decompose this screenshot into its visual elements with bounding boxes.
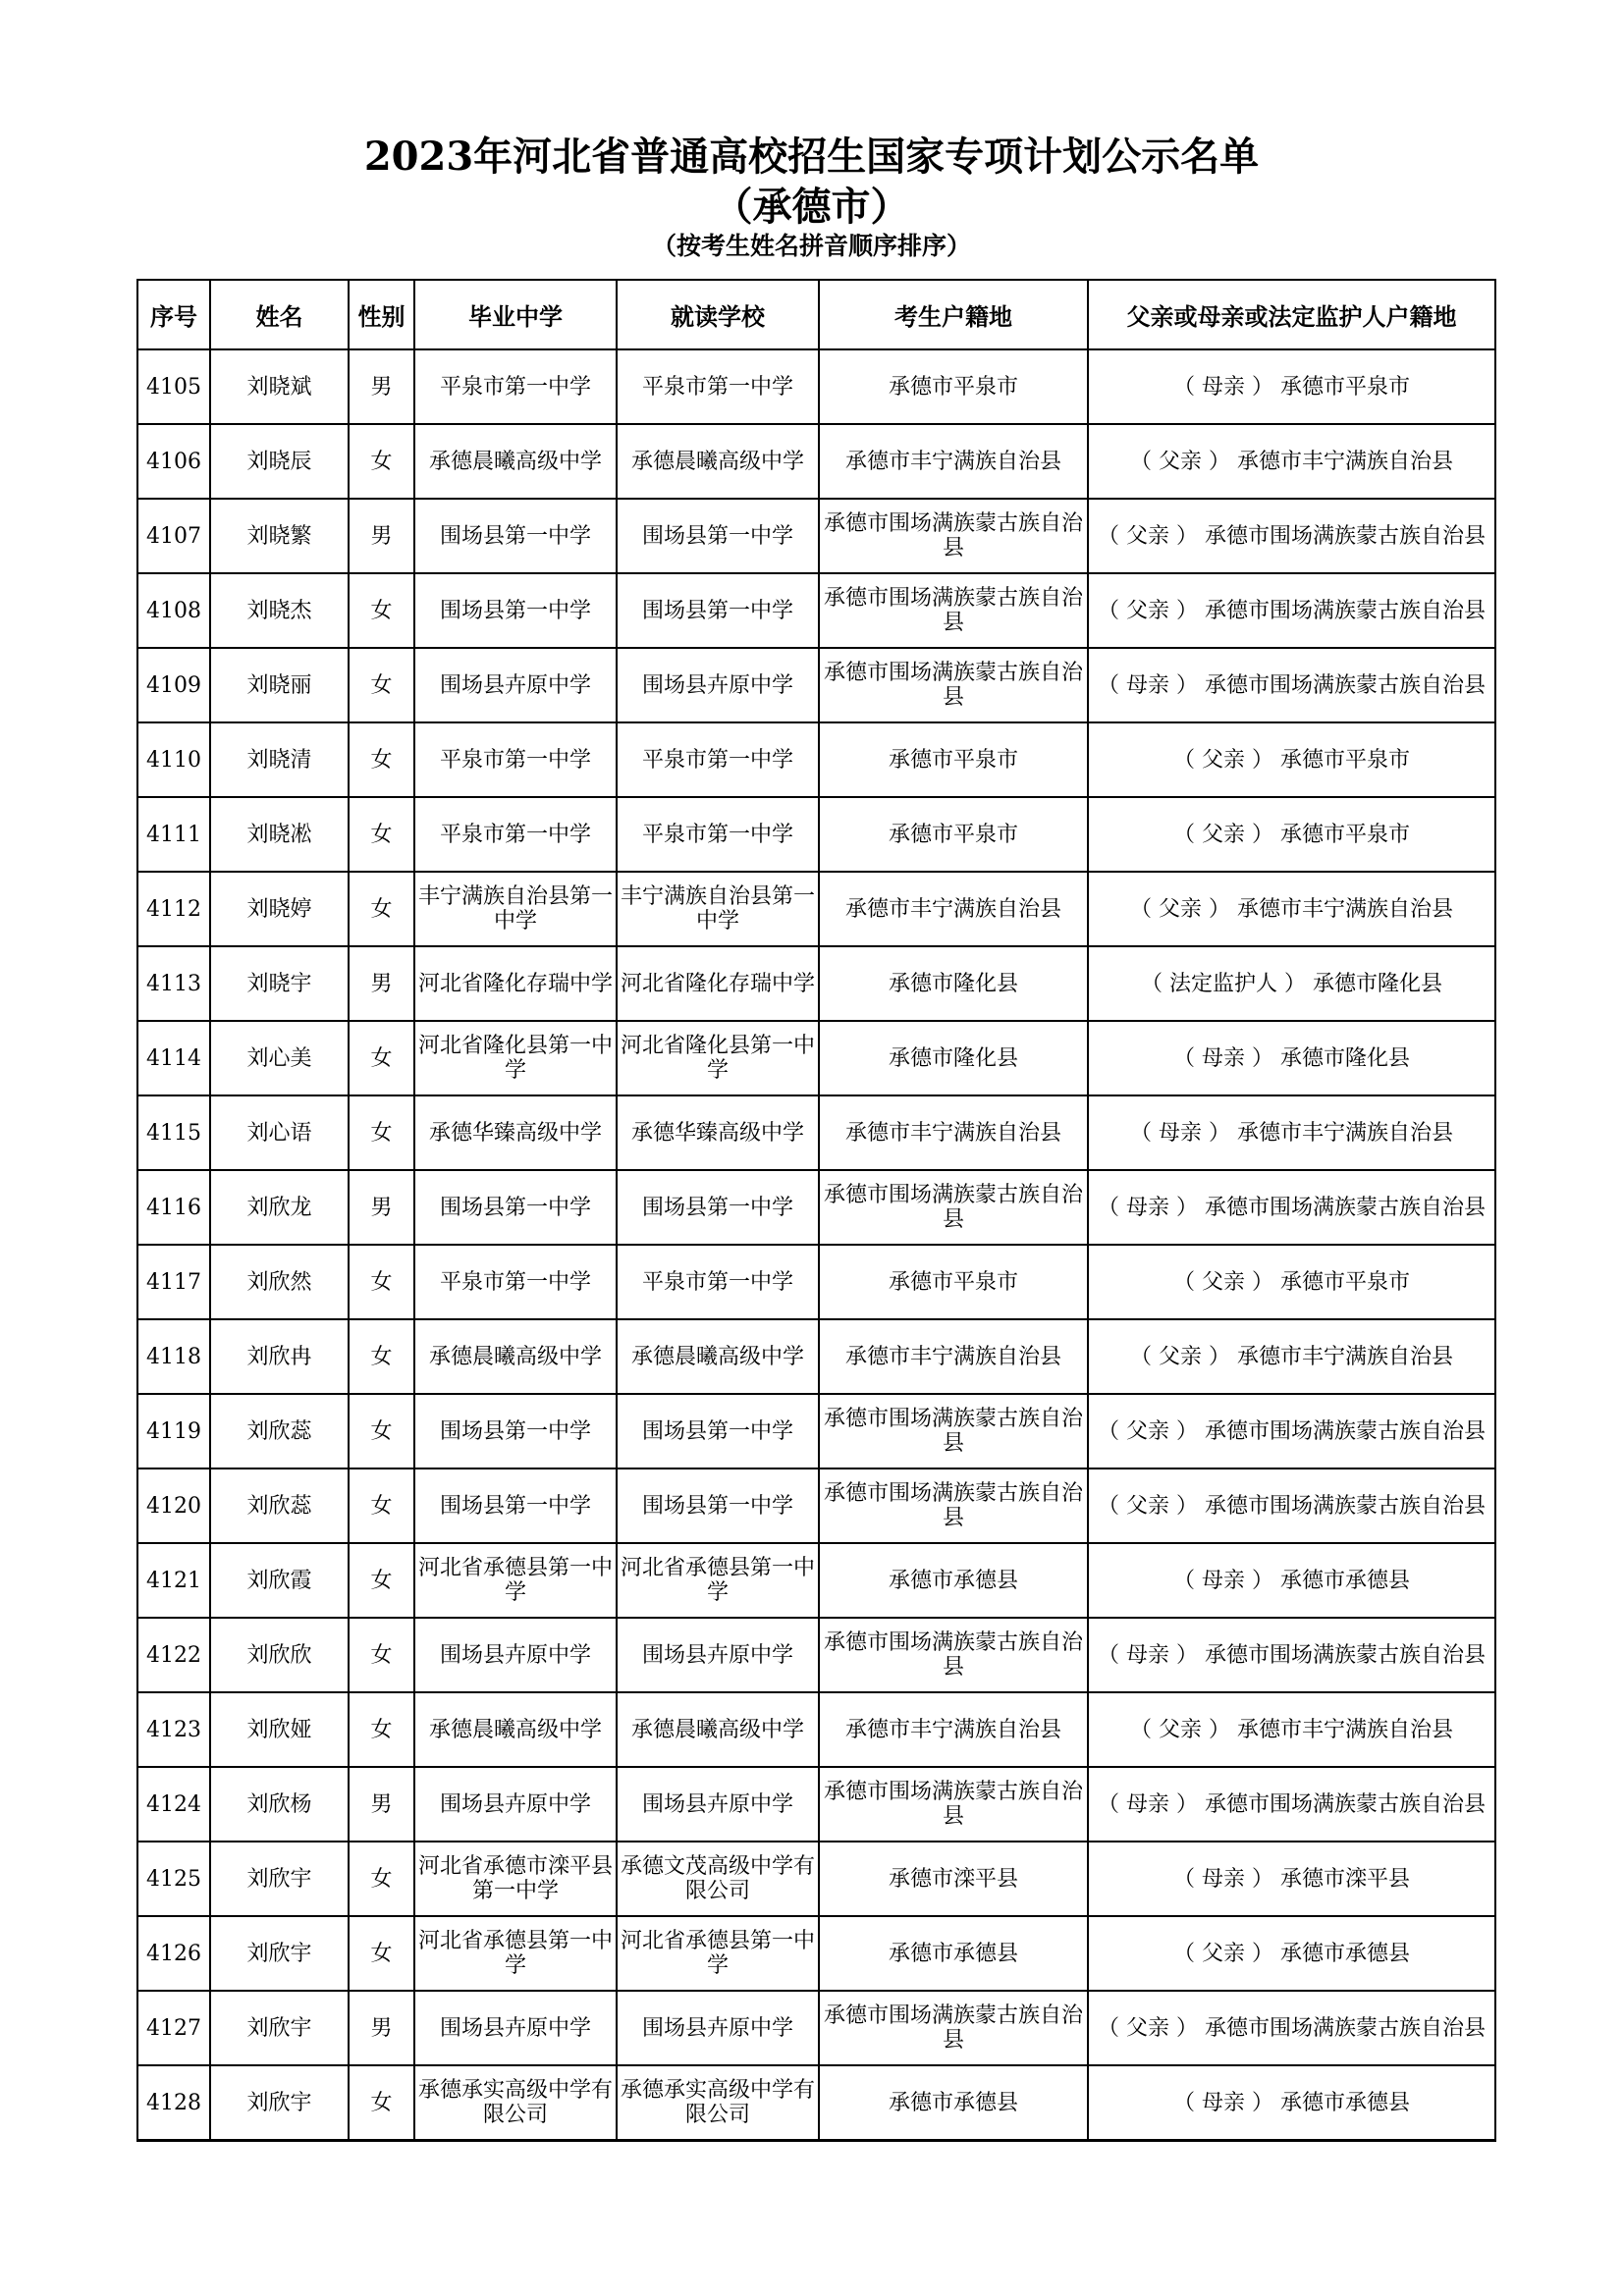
table-header-row <box>137 280 1495 349</box>
table-row <box>137 1245 1495 1319</box>
table-row <box>137 1394 1495 1468</box>
cell-seq: 4127 <box>137 1991 210 2065</box>
cell-graduated-school: 平泉市第一中学 <box>414 722 617 797</box>
cell-gender: 女 <box>349 797 414 872</box>
cell-name: 刘欣然 <box>210 1245 349 1319</box>
cell-guardian-hukou: （ 父亲 ） 承德市围场满族蒙古族自治县 <box>1088 1394 1495 1468</box>
table-row <box>137 1170 1495 1245</box>
cell-name: 刘晓清 <box>210 722 349 797</box>
cell-student-hukou: 承德市丰宁满族自治县 <box>819 1692 1088 1767</box>
cell-seq: 4124 <box>137 1767 210 1842</box>
cell-guardian-hukou: （ 父亲 ） 承德市丰宁满族自治县 <box>1088 1692 1495 1767</box>
cell-graduated-school: 围场县卉原中学 <box>414 1991 617 2065</box>
cell-gender: 女 <box>349 1692 414 1767</box>
cell-current-school: 丰宁满族自治县第一中学 <box>617 872 819 946</box>
cell-gender: 女 <box>349 648 414 722</box>
cell-seq: 4125 <box>137 1842 210 1916</box>
cell-student-hukou: 承德市围场满族蒙古族自治县 <box>819 1170 1088 1245</box>
table-row <box>137 1767 1495 1842</box>
cell-name: 刘晓繁 <box>210 499 349 573</box>
cell-graduated-school: 河北省隆化存瑞中学 <box>414 946 617 1021</box>
table-row <box>137 349 1495 424</box>
cell-student-hukou: 承德市围场满族蒙古族自治县 <box>819 499 1088 573</box>
cell-graduated-school: 平泉市第一中学 <box>414 349 617 424</box>
cell-student-hukou: 承德市丰宁满族自治县 <box>819 424 1088 499</box>
col-header-seq: 序号 <box>137 280 210 349</box>
cell-graduated-school: 围场县第一中学 <box>414 1170 617 1245</box>
cell-guardian-hukou: （ 母亲 ） 承德市围场满族蒙古族自治县 <box>1088 648 1495 722</box>
cell-student-hukou: 承德市围场满族蒙古族自治县 <box>819 1991 1088 2065</box>
cell-current-school: 围场县第一中学 <box>617 1394 819 1468</box>
cell-gender: 男 <box>349 499 414 573</box>
table-row <box>137 1543 1495 1618</box>
cell-name: 刘晓辰 <box>210 424 349 499</box>
col-header-guardian-hukou: 父亲或母亲或法定监护人户籍地 <box>1088 280 1495 349</box>
cell-current-school: 河北省隆化县第一中学 <box>617 1021 819 1095</box>
cell-guardian-hukou: （ 母亲 ） 承德市承德县 <box>1088 2065 1495 2141</box>
table-row <box>137 1021 1495 1095</box>
cell-current-school: 围场县卉原中学 <box>617 1767 819 1842</box>
cell-seq: 4120 <box>137 1468 210 1543</box>
cell-guardian-hukou: （ 父亲 ） 承德市围场满族蒙古族自治县 <box>1088 1991 1495 2065</box>
roster-table <box>136 279 1496 2142</box>
cell-name: 刘欣蕊 <box>210 1468 349 1543</box>
cell-graduated-school: 承德华臻高级中学 <box>414 1095 617 1170</box>
cell-seq: 4126 <box>137 1916 210 1991</box>
cell-guardian-hukou: （ 父亲 ） 承德市平泉市 <box>1088 1245 1495 1319</box>
col-header-gender: 性别 <box>349 280 414 349</box>
cell-student-hukou: 承德市围场满族蒙古族自治县 <box>819 1618 1088 1692</box>
cell-name: 刘晓斌 <box>210 349 349 424</box>
page-subtitle-sort-note: （按考生姓名拼音顺序排序） <box>651 232 971 260</box>
cell-guardian-hukou: （ 父亲 ） 承德市围场满族蒙古族自治县 <box>1088 573 1495 648</box>
cell-student-hukou: 承德市围场满族蒙古族自治县 <box>819 1468 1088 1543</box>
cell-student-hukou: 承德市平泉市 <box>819 349 1088 424</box>
table-row <box>137 1916 1495 1991</box>
cell-current-school: 河北省承德县第一中学 <box>617 1916 819 1991</box>
table-row <box>137 648 1495 722</box>
table-row <box>137 573 1495 648</box>
cell-graduated-school: 围场县第一中学 <box>414 573 617 648</box>
cell-guardian-hukou: （ 父亲 ） 承德市承德县 <box>1088 1916 1495 1991</box>
col-header-current-school: 就读学校 <box>617 280 819 349</box>
cell-seq: 4128 <box>137 2065 210 2141</box>
cell-current-school: 围场县第一中学 <box>617 1170 819 1245</box>
cell-guardian-hukou: （ 母亲 ） 承德市滦平县 <box>1088 1842 1495 1916</box>
cell-name: 刘欣冉 <box>210 1319 349 1394</box>
cell-current-school: 平泉市第一中学 <box>617 1245 819 1319</box>
cell-name: 刘欣蕊 <box>210 1394 349 1468</box>
cell-guardian-hukou: （ 父亲 ） 承德市丰宁满族自治县 <box>1088 424 1495 499</box>
cell-graduated-school: 平泉市第一中学 <box>414 797 617 872</box>
cell-graduated-school: 围场县第一中学 <box>414 1468 617 1543</box>
table-row <box>137 424 1495 499</box>
cell-name: 刘欣杨 <box>210 1767 349 1842</box>
cell-name: 刘晓凇 <box>210 797 349 872</box>
cell-graduated-school: 围场县卉原中学 <box>414 648 617 722</box>
table-row <box>137 946 1495 1021</box>
cell-guardian-hukou: （ 父亲 ） 承德市平泉市 <box>1088 797 1495 872</box>
cell-seq: 4107 <box>137 499 210 573</box>
cell-gender: 女 <box>349 872 414 946</box>
cell-current-school: 平泉市第一中学 <box>617 797 819 872</box>
cell-current-school: 承德晨曦高级中学 <box>617 424 819 499</box>
cell-student-hukou: 承德市围场满族蒙古族自治县 <box>819 1767 1088 1842</box>
cell-guardian-hukou: （ 母亲 ） 承德市承德县 <box>1088 1543 1495 1618</box>
cell-gender: 女 <box>349 1319 414 1394</box>
cell-seq: 4109 <box>137 648 210 722</box>
table-row <box>137 1468 1495 1543</box>
cell-graduated-school: 河北省承德市滦平县第一中学 <box>414 1842 617 1916</box>
cell-guardian-hukou: （ 父亲 ） 承德市平泉市 <box>1088 722 1495 797</box>
cell-name: 刘欣宇 <box>210 1991 349 2065</box>
cell-current-school: 承德华臻高级中学 <box>617 1095 819 1170</box>
cell-gender: 男 <box>349 946 414 1021</box>
cell-seq: 4122 <box>137 1618 210 1692</box>
table-row <box>137 1618 1495 1692</box>
cell-current-school: 围场县卉原中学 <box>617 1618 819 1692</box>
cell-graduated-school: 河北省承德县第一中学 <box>414 1916 617 1991</box>
cell-name: 刘晓丽 <box>210 648 349 722</box>
cell-current-school: 围场县第一中学 <box>617 499 819 573</box>
cell-gender: 女 <box>349 1394 414 1468</box>
table-row <box>137 722 1495 797</box>
cell-seq: 4116 <box>137 1170 210 1245</box>
cell-graduated-school: 围场县第一中学 <box>414 499 617 573</box>
cell-guardian-hukou: （ 父亲 ） 承德市丰宁满族自治县 <box>1088 872 1495 946</box>
page-subtitle-city: （承德市） <box>713 184 910 230</box>
cell-graduated-school: 承德晨曦高级中学 <box>414 424 617 499</box>
cell-gender: 女 <box>349 1095 414 1170</box>
cell-gender: 女 <box>349 1842 414 1916</box>
cell-gender: 女 <box>349 1543 414 1618</box>
cell-seq: 4112 <box>137 872 210 946</box>
cell-name: 刘晓宇 <box>210 946 349 1021</box>
cell-graduated-school: 河北省隆化县第一中学 <box>414 1021 617 1095</box>
cell-guardian-hukou: （ 父亲 ） 承德市围场满族蒙古族自治县 <box>1088 1468 1495 1543</box>
cell-graduated-school: 围场县第一中学 <box>414 1394 617 1468</box>
cell-graduated-school: 围场县卉原中学 <box>414 1767 617 1842</box>
cell-graduated-school: 平泉市第一中学 <box>414 1245 617 1319</box>
cell-guardian-hukou: （ 母亲 ） 承德市隆化县 <box>1088 1021 1495 1095</box>
cell-graduated-school: 河北省承德县第一中学 <box>414 1543 617 1618</box>
col-header-graduated-school: 毕业中学 <box>414 280 617 349</box>
cell-gender: 男 <box>349 1767 414 1842</box>
cell-graduated-school: 丰宁满族自治县第一中学 <box>414 872 617 946</box>
cell-seq: 4117 <box>137 1245 210 1319</box>
cell-current-school: 河北省承德县第一中学 <box>617 1543 819 1618</box>
cell-current-school: 平泉市第一中学 <box>617 349 819 424</box>
cell-gender: 男 <box>349 1991 414 2065</box>
cell-student-hukou: 承德市承德县 <box>819 1916 1088 1991</box>
cell-student-hukou: 承德市平泉市 <box>819 797 1088 872</box>
cell-name: 刘晓婷 <box>210 872 349 946</box>
cell-gender: 女 <box>349 1021 414 1095</box>
table-row <box>137 2065 1495 2141</box>
table-row <box>137 499 1495 573</box>
cell-name: 刘欣娅 <box>210 1692 349 1767</box>
table-row <box>137 872 1495 946</box>
cell-seq: 4106 <box>137 424 210 499</box>
cell-seq: 4110 <box>137 722 210 797</box>
cell-name: 刘心语 <box>210 1095 349 1170</box>
cell-name: 刘欣欣 <box>210 1618 349 1692</box>
cell-current-school: 围场县卉原中学 <box>617 1991 819 2065</box>
cell-graduated-school: 承德承实高级中学有限公司 <box>414 2065 617 2141</box>
cell-gender: 男 <box>349 349 414 424</box>
table-body <box>137 349 1495 2141</box>
cell-name: 刘心美 <box>210 1021 349 1095</box>
cell-gender: 女 <box>349 1245 414 1319</box>
cell-seq: 4113 <box>137 946 210 1021</box>
cell-student-hukou: 承德市承德县 <box>819 2065 1088 2141</box>
cell-name: 刘欣霞 <box>210 1543 349 1618</box>
cell-gender: 女 <box>349 722 414 797</box>
table-row <box>137 1991 1495 2065</box>
cell-gender: 女 <box>349 1618 414 1692</box>
page-title: 2023年河北省普通高校招生国家专项计划公示名单 <box>363 133 1260 180</box>
cell-guardian-hukou: （ 母亲 ） 承德市围场满族蒙古族自治县 <box>1088 1767 1495 1842</box>
cell-gender: 女 <box>349 573 414 648</box>
cell-guardian-hukou: （ 父亲 ） 承德市围场满族蒙古族自治县 <box>1088 499 1495 573</box>
cell-seq: 4114 <box>137 1021 210 1095</box>
cell-graduated-school: 承德晨曦高级中学 <box>414 1692 617 1767</box>
cell-student-hukou: 承德市丰宁满族自治县 <box>819 872 1088 946</box>
cell-seq: 4121 <box>137 1543 210 1618</box>
col-header-name: 姓名 <box>210 280 349 349</box>
cell-student-hukou: 承德市隆化县 <box>819 1021 1088 1095</box>
cell-current-school: 承德承实高级中学有限公司 <box>617 2065 819 2141</box>
table-row <box>137 797 1495 872</box>
cell-student-hukou: 承德市围场满族蒙古族自治县 <box>819 1394 1088 1468</box>
cell-name: 刘欣龙 <box>210 1170 349 1245</box>
cell-student-hukou: 承德市滦平县 <box>819 1842 1088 1916</box>
cell-name: 刘晓杰 <box>210 573 349 648</box>
cell-name: 刘欣宇 <box>210 1916 349 1991</box>
cell-student-hukou: 承德市丰宁满族自治县 <box>819 1319 1088 1394</box>
cell-gender: 女 <box>349 424 414 499</box>
cell-student-hukou: 承德市平泉市 <box>819 722 1088 797</box>
cell-seq: 4105 <box>137 349 210 424</box>
col-header-student-hukou: 考生户籍地 <box>819 280 1088 349</box>
cell-seq: 4111 <box>137 797 210 872</box>
cell-gender: 女 <box>349 1468 414 1543</box>
cell-name: 刘欣宇 <box>210 1842 349 1916</box>
cell-name: 刘欣宇 <box>210 2065 349 2141</box>
cell-gender: 女 <box>349 2065 414 2141</box>
cell-student-hukou: 承德市承德县 <box>819 1543 1088 1618</box>
cell-guardian-hukou: （ 母亲 ） 承德市围场满族蒙古族自治县 <box>1088 1618 1495 1692</box>
cell-current-school: 平泉市第一中学 <box>617 722 819 797</box>
cell-graduated-school: 承德晨曦高级中学 <box>414 1319 617 1394</box>
cell-current-school: 河北省隆化存瑞中学 <box>617 946 819 1021</box>
cell-student-hukou: 承德市平泉市 <box>819 1245 1088 1319</box>
cell-guardian-hukou: （ 法定监护人 ） 承德市隆化县 <box>1088 946 1495 1021</box>
cell-current-school: 承德晨曦高级中学 <box>617 1692 819 1767</box>
table-row <box>137 1692 1495 1767</box>
cell-current-school: 承德晨曦高级中学 <box>617 1319 819 1394</box>
cell-gender: 女 <box>349 1916 414 1991</box>
cell-current-school: 承德文茂高级中学有限公司 <box>617 1842 819 1916</box>
cell-seq: 4118 <box>137 1319 210 1394</box>
cell-guardian-hukou: （ 母亲 ） 承德市丰宁满族自治县 <box>1088 1095 1495 1170</box>
table-row <box>137 1319 1495 1394</box>
table-row <box>137 1842 1495 1916</box>
table-row <box>137 1095 1495 1170</box>
cell-guardian-hukou: （ 母亲 ） 承德市围场满族蒙古族自治县 <box>1088 1170 1495 1245</box>
cell-graduated-school: 围场县卉原中学 <box>414 1618 617 1692</box>
cell-student-hukou: 承德市围场满族蒙古族自治县 <box>819 648 1088 722</box>
cell-current-school: 围场县第一中学 <box>617 573 819 648</box>
cell-seq: 4115 <box>137 1095 210 1170</box>
cell-student-hukou: 承德市丰宁满族自治县 <box>819 1095 1088 1170</box>
cell-current-school: 围场县卉原中学 <box>617 648 819 722</box>
cell-gender: 男 <box>349 1170 414 1245</box>
cell-seq: 4123 <box>137 1692 210 1767</box>
cell-student-hukou: 承德市围场满族蒙古族自治县 <box>819 573 1088 648</box>
cell-guardian-hukou: （ 父亲 ） 承德市丰宁满族自治县 <box>1088 1319 1495 1394</box>
cell-current-school: 围场县第一中学 <box>617 1468 819 1543</box>
cell-student-hukou: 承德市隆化县 <box>819 946 1088 1021</box>
cell-seq: 4108 <box>137 573 210 648</box>
cell-seq: 4119 <box>137 1394 210 1468</box>
cell-guardian-hukou: （ 母亲 ） 承德市平泉市 <box>1088 349 1495 424</box>
